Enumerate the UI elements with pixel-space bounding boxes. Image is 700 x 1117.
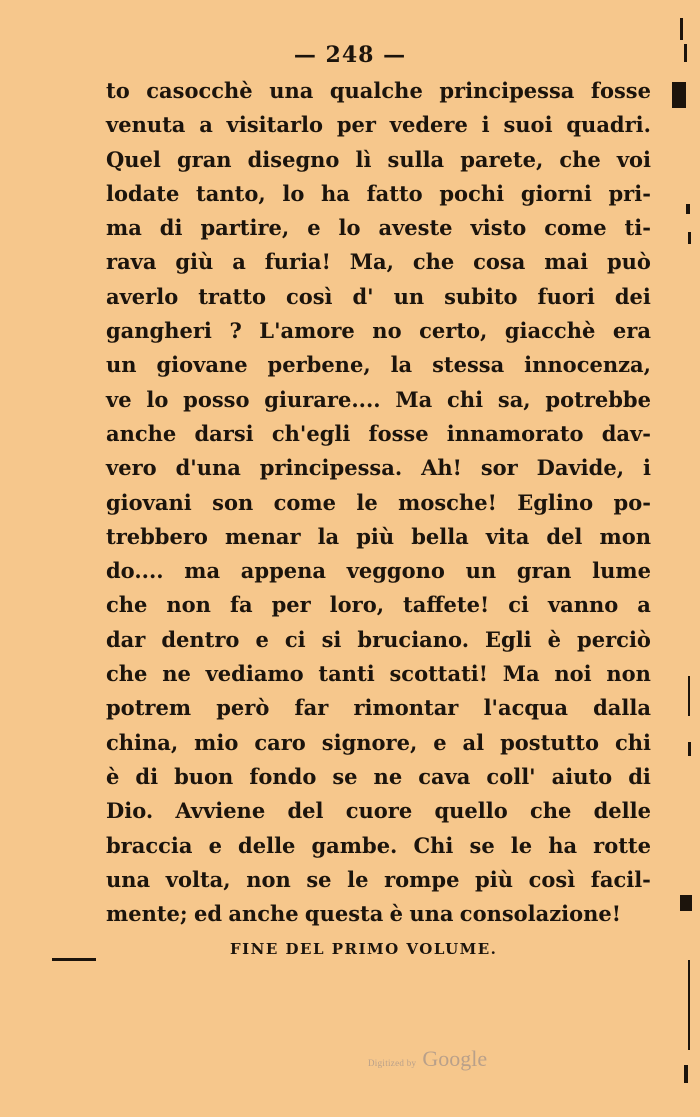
word: un (106, 352, 137, 378)
word: e (307, 215, 321, 241)
word: consolazione! (459, 901, 622, 927)
word: partire, (200, 215, 290, 241)
word: se (306, 866, 332, 892)
word: ch'egli (271, 420, 351, 446)
word: darsi (194, 420, 254, 446)
word: del (546, 523, 583, 549)
word: che (106, 592, 148, 618)
word: sa, (497, 386, 531, 412)
scan-speck (672, 82, 686, 108)
word: visto (470, 215, 527, 241)
word: lì (355, 146, 372, 172)
word: dentro (161, 626, 240, 652)
text-line (106, 211, 651, 245)
word: fosse (368, 420, 429, 446)
text-line (106, 143, 651, 177)
word: Quel (106, 146, 161, 172)
word: dalla (593, 695, 651, 721)
word: chi (447, 386, 484, 412)
word: l'acqua (483, 695, 568, 721)
text-line (106, 691, 651, 725)
word: ma (106, 215, 142, 241)
text-line (106, 897, 651, 931)
word: noi (554, 661, 592, 687)
word: parete, (460, 146, 544, 172)
word: rotte (593, 832, 651, 858)
text-line (106, 588, 651, 622)
text-line (106, 108, 651, 142)
word: giorni (520, 180, 592, 206)
word: tanto, (196, 180, 266, 206)
word: taffete! (403, 592, 490, 618)
word: innocenza, (524, 352, 651, 378)
word: la (390, 352, 413, 378)
word: e (433, 729, 447, 755)
word: ci (508, 592, 529, 618)
word: cuore (345, 798, 413, 824)
word: e (255, 626, 269, 652)
scan-speck (686, 204, 690, 214)
scan-speck (688, 676, 690, 716)
word: pochi (439, 180, 505, 206)
word: come (544, 215, 607, 241)
scan-speck (680, 895, 692, 911)
word: delle (593, 798, 651, 824)
word: appena (240, 558, 326, 584)
word: to (106, 78, 130, 103)
word: di (159, 215, 183, 241)
word: Eglino (517, 489, 594, 515)
word: facil- (590, 866, 651, 892)
word: L'amore (259, 318, 355, 344)
word: d'una (175, 455, 241, 481)
word: come (273, 489, 336, 515)
word: però (216, 695, 270, 721)
word: la (317, 523, 340, 549)
word: mai (544, 249, 589, 275)
word: vero (106, 455, 157, 481)
word: stessa (432, 352, 505, 378)
text-line (106, 726, 651, 760)
word: fatto (366, 180, 423, 206)
word: lodate (106, 180, 180, 206)
word: sor (480, 455, 518, 481)
word: più (475, 866, 513, 892)
word: tanti (318, 661, 375, 687)
word: una (106, 866, 151, 892)
word: disegno (247, 146, 340, 172)
word: menar (224, 523, 301, 549)
word: a (232, 249, 246, 275)
word: di (628, 763, 651, 789)
word: aveste (378, 215, 453, 241)
word: Ah! (421, 455, 462, 481)
word: perbene, (267, 352, 371, 378)
word: è (547, 626, 562, 652)
text-line (106, 280, 651, 314)
word: certo, (419, 318, 488, 344)
word: vita (485, 523, 530, 549)
word: fa (229, 592, 253, 618)
word: che (412, 249, 455, 275)
end-title: FINE DEL PRIMO VOLUME. (230, 940, 498, 958)
word: le (356, 489, 378, 515)
word: è (389, 901, 404, 927)
word: gran (176, 146, 232, 172)
text-block (106, 74, 651, 931)
word: visitarlo (226, 112, 324, 138)
word: così (528, 866, 576, 892)
word: più (356, 523, 395, 549)
scan-speck (688, 742, 691, 756)
text-line (106, 520, 651, 554)
word: i (642, 455, 651, 481)
word: se (332, 763, 358, 789)
word: subito (444, 283, 518, 309)
text-line (106, 760, 651, 794)
scan-speck (688, 232, 691, 244)
scan-speck (688, 960, 690, 1050)
word: postutto (500, 729, 599, 755)
word: aiuto (551, 763, 613, 789)
word: gran (516, 558, 572, 584)
word: averlo (106, 283, 179, 309)
word: ma (184, 558, 221, 584)
word: signore, (321, 729, 418, 755)
word: che (106, 661, 148, 687)
word: non (606, 661, 651, 687)
word: scottati! (389, 661, 488, 687)
word: anche (228, 901, 299, 927)
word: loro, (329, 592, 385, 618)
text-line (106, 486, 651, 520)
word: per (336, 112, 376, 138)
word: cava (418, 763, 471, 789)
page-number: — 248 — (293, 42, 407, 68)
word: furia! (264, 249, 331, 275)
word: buon (174, 763, 234, 789)
word: no (372, 318, 402, 344)
word: bella (411, 523, 469, 549)
end-divider (52, 958, 96, 961)
word: quello (434, 798, 508, 824)
text-line (106, 383, 651, 417)
word: per (271, 592, 311, 618)
word: era (612, 318, 651, 344)
word: quadri. (566, 112, 651, 138)
text-line (106, 417, 651, 451)
word: Avviene (175, 798, 266, 824)
word: lo (282, 180, 305, 206)
word: se (469, 832, 495, 858)
word: Ma (502, 661, 540, 687)
word: rava (106, 249, 157, 275)
word: china, (106, 729, 179, 755)
word: mio (194, 729, 239, 755)
word: vanno (547, 592, 619, 618)
word: ci (284, 626, 306, 652)
text-line (106, 554, 651, 588)
word: qualche (329, 78, 423, 103)
word: vedere (389, 112, 468, 138)
word: ne (162, 661, 191, 687)
word: un (465, 558, 497, 584)
word: rompe (384, 866, 460, 892)
word: cosa (473, 249, 526, 275)
watermark-logo: Google (422, 1046, 488, 1071)
word: che (529, 798, 572, 824)
word: dar (106, 626, 146, 652)
scan-speck (680, 18, 683, 40)
word: son (212, 489, 254, 515)
watermark-small: Digitized by (368, 1058, 417, 1068)
scan-speck (684, 1065, 688, 1083)
text-line (106, 657, 651, 691)
text-line (106, 314, 651, 348)
watermark (368, 1046, 487, 1072)
word: mosche! (398, 489, 497, 515)
word: i (481, 112, 490, 138)
word: questa (304, 901, 384, 927)
word: rimontar (353, 695, 459, 721)
word: principessa (439, 78, 575, 103)
word: tratto (198, 283, 266, 309)
word: una (269, 78, 314, 103)
text-line (106, 623, 651, 657)
word: Ma, (349, 249, 394, 275)
word: e (208, 832, 222, 858)
word: suoi (503, 112, 553, 138)
word: Egli (485, 626, 532, 652)
word: non (246, 866, 291, 892)
word: caro (254, 729, 306, 755)
word: ti- (624, 215, 651, 241)
word: una (409, 901, 454, 927)
word: chi (614, 729, 651, 755)
word: a (637, 592, 651, 618)
word: giovani (106, 489, 192, 515)
word: volta, (165, 866, 231, 892)
word: voi (616, 146, 651, 172)
word: così (285, 283, 333, 309)
word: lo (338, 215, 361, 241)
word: al (462, 729, 485, 755)
text-line (106, 74, 651, 108)
word: potrem (106, 695, 192, 721)
word: principessa. (259, 455, 403, 481)
word: ed (193, 901, 223, 927)
word: Chi (413, 832, 454, 858)
word: fosse (590, 78, 651, 103)
word: è (106, 763, 120, 789)
word: d' (352, 283, 374, 309)
word: può (606, 249, 651, 275)
word: dav- (601, 420, 651, 446)
word: giurare.... (264, 386, 381, 412)
text-line (106, 177, 651, 211)
text-line (106, 245, 651, 279)
word: pri- (608, 180, 651, 206)
word: anche (106, 420, 177, 446)
word: posso (183, 386, 250, 412)
word: lo (146, 386, 169, 412)
word: a (199, 112, 213, 138)
word: veggono (346, 558, 445, 584)
text-line (106, 863, 651, 897)
scan-speck (684, 44, 687, 62)
word: si (321, 626, 342, 652)
word: mente; (106, 901, 188, 927)
word: ? (229, 318, 242, 344)
word: un (393, 283, 425, 309)
word: sulla (387, 146, 445, 172)
word: giacchè (504, 318, 596, 344)
text-line (106, 829, 651, 863)
word: vediamo (205, 661, 304, 687)
word: innamorato (446, 420, 584, 446)
word: ne (373, 763, 403, 789)
word: perciò (577, 626, 651, 652)
word: potrebbe (545, 386, 651, 412)
text-line (106, 348, 651, 382)
word: di (135, 763, 159, 789)
word: bruciano. (357, 626, 470, 652)
word: giù (175, 249, 214, 275)
word: lume (592, 558, 651, 584)
text-line (106, 451, 651, 485)
word: dei (614, 283, 651, 309)
word: le (510, 832, 533, 858)
word: fondo (249, 763, 317, 789)
word: che (559, 146, 601, 172)
word: far (294, 695, 329, 721)
word: gangheri (106, 318, 212, 344)
word: coll' (486, 763, 536, 789)
word: venuta (106, 112, 186, 138)
word: Davide, (536, 455, 625, 481)
word: le (347, 866, 369, 892)
word: mon (599, 523, 651, 549)
word: casocchè (146, 78, 253, 103)
word: po- (613, 489, 651, 515)
word: ve (106, 386, 132, 412)
text-line (106, 794, 651, 828)
word: braccia (106, 832, 193, 858)
word: fuori (537, 283, 595, 309)
word: ha (321, 180, 350, 206)
word: giovane (156, 352, 248, 378)
word: ha (548, 832, 578, 858)
word: non (166, 592, 211, 618)
word: gambe. (311, 832, 398, 858)
word: trebbero (106, 523, 208, 549)
word: Ma (395, 386, 433, 412)
word: delle (238, 832, 296, 858)
word: Dio. (106, 798, 154, 824)
word: do.... (106, 558, 164, 584)
word: del (287, 798, 324, 824)
